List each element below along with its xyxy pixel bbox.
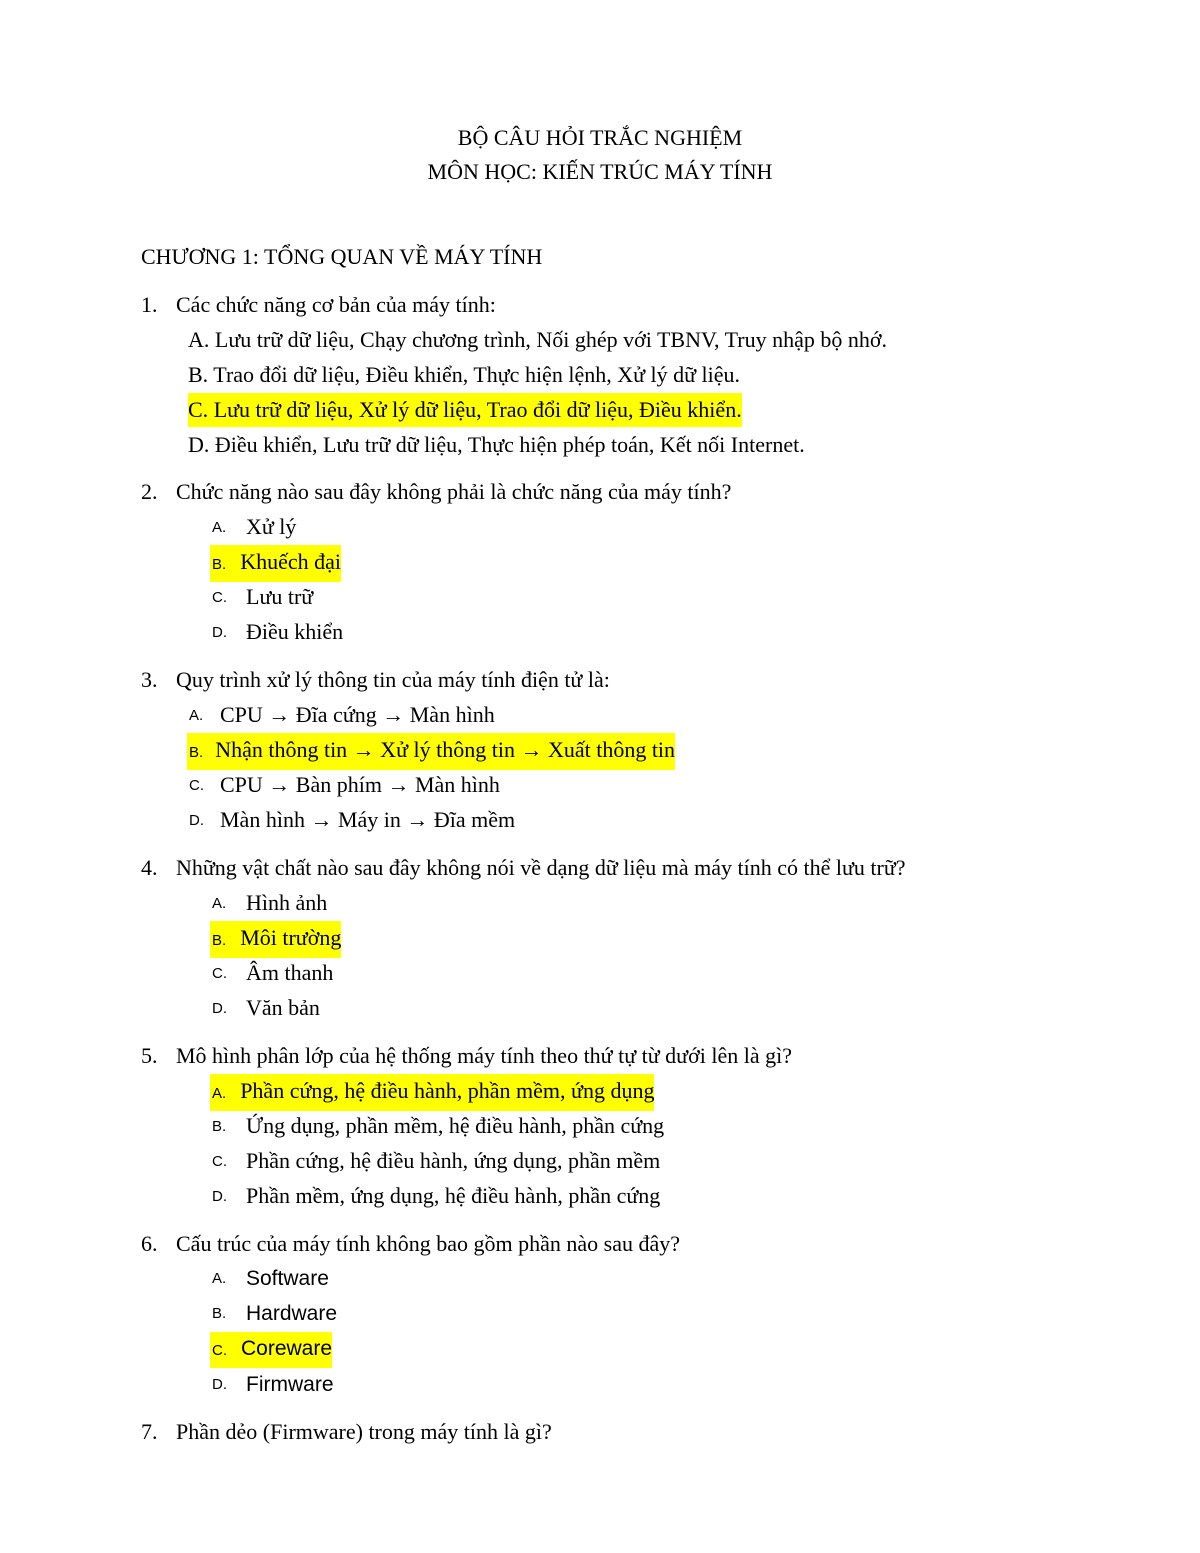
option-d-letter: D. xyxy=(212,624,227,641)
option-d: Phần mềm, ứng dụng, hệ điều hành, phần cứng xyxy=(246,1183,661,1208)
question-number: 7. xyxy=(141,1419,158,1444)
question-number: 2. xyxy=(141,479,158,504)
option-c: CPU → Bàn phím → Màn hình xyxy=(220,772,500,797)
option-a-letter: A. xyxy=(212,519,227,536)
option-d: Văn bản xyxy=(246,995,320,1020)
option-c-correct: C. Coreware xyxy=(210,1332,332,1368)
option-a-letter: A. xyxy=(189,707,204,724)
question-text: Chức năng nào sau đây không phải là chức năng của máy tính? xyxy=(176,479,732,504)
option-b-letter: B. xyxy=(212,1305,227,1322)
option-a-letter: A. xyxy=(212,895,227,912)
question-text: Những vật chất nào sau đây không nói về dạng dữ liệu mà máy tính có thể lưu trữ? xyxy=(176,855,906,880)
question-text: Mô hình phân lớp của hệ thống máy tính theo thứ tự từ dưới lên là gì? xyxy=(176,1043,792,1068)
question-number: 1. xyxy=(141,292,158,317)
option-b-correct: B. Khuếch đại xyxy=(210,545,341,582)
option-c: Lưu trữ xyxy=(246,584,314,609)
option-d: Firmware xyxy=(246,1373,334,1396)
option-a: A. Lưu trữ dữ liệu, Chạy chương trình, Nối ghép với TBNV, Truy nhập bộ nhớ. xyxy=(188,327,887,352)
question-text: Các chức năng cơ bản của máy tính: xyxy=(176,292,496,317)
option-a: Software xyxy=(246,1267,329,1290)
question-number: 4. xyxy=(141,855,158,880)
question-number: 6. xyxy=(141,1231,158,1256)
option-d-letter: D. xyxy=(212,1188,227,1205)
option-a: CPU → Đĩa cứng → Màn hình xyxy=(220,702,495,727)
option-c: Phần cứng, hệ điều hành, ứng dụng, phần mềm xyxy=(246,1148,661,1173)
option-b: Ứng dụng, phần mềm, hệ điều hành, phần cứng xyxy=(246,1113,665,1138)
option-b: Hardware xyxy=(246,1302,338,1325)
option-a: Hình ảnh xyxy=(246,890,328,915)
option-d-letter: D. xyxy=(189,812,204,829)
chapter-heading: CHƯƠNG 1: TỔNG QUAN VỀ MÁY TÍNH xyxy=(141,244,543,269)
option-c: Âm thanh xyxy=(246,960,334,985)
option-a-letter: A. xyxy=(212,1270,227,1287)
option-c-letter: C. xyxy=(189,777,204,794)
option-a: Xử lý xyxy=(246,514,297,539)
option-b: B. Trao đổi dữ liệu, Điều khiển, Thực hiện lệnh, Xử lý dữ liệu. xyxy=(188,362,741,387)
option-d: D. Điều khiển, Lưu trữ dữ liệu, Thực hiện phép toán, Kết nối Internet. xyxy=(188,432,805,457)
option-b-letter: B. xyxy=(212,1118,227,1135)
question-number: 5. xyxy=(141,1043,158,1068)
question-number: 3. xyxy=(141,667,158,692)
question-text: Phần dẻo (Firmware) trong máy tính là gì? xyxy=(176,1419,552,1444)
option-c-correct: C. Lưu trữ dữ liệu, Xử lý dữ liệu, Trao đổi dữ liệu, Điều khiển. xyxy=(188,393,742,427)
option-d: Điều khiển xyxy=(246,619,344,644)
option-c-letter: C. xyxy=(212,965,227,982)
question-text: Quy trình xử lý thông tin của máy tính điện tử là: xyxy=(176,667,610,692)
option-b-correct: B. Nhận thông tin → Xử lý thông tin → Xuất thông tin xyxy=(187,733,675,770)
option-d: Màn hình → Máy in → Đĩa mềm xyxy=(220,807,516,832)
option-d-letter: D. xyxy=(212,1000,227,1017)
document-title: BỘ CÂU HỎI TRẮC NGHIỆM xyxy=(457,125,743,150)
option-b-correct: B. Môi trường xyxy=(210,921,341,958)
option-c-letter: C. xyxy=(212,589,227,606)
option-c-letter: C. xyxy=(212,1153,227,1170)
option-d-letter: D. xyxy=(212,1376,227,1393)
question-text: Cấu trúc của máy tính không bao gồm phần nào sau đây? xyxy=(176,1231,681,1256)
option-a-correct: A. Phần cứng, hệ điều hành, phần mềm, ứng dụng xyxy=(210,1074,654,1111)
document-subtitle: MÔN HỌC: KIẾN TRÚC MÁY TÍNH xyxy=(427,159,773,184)
